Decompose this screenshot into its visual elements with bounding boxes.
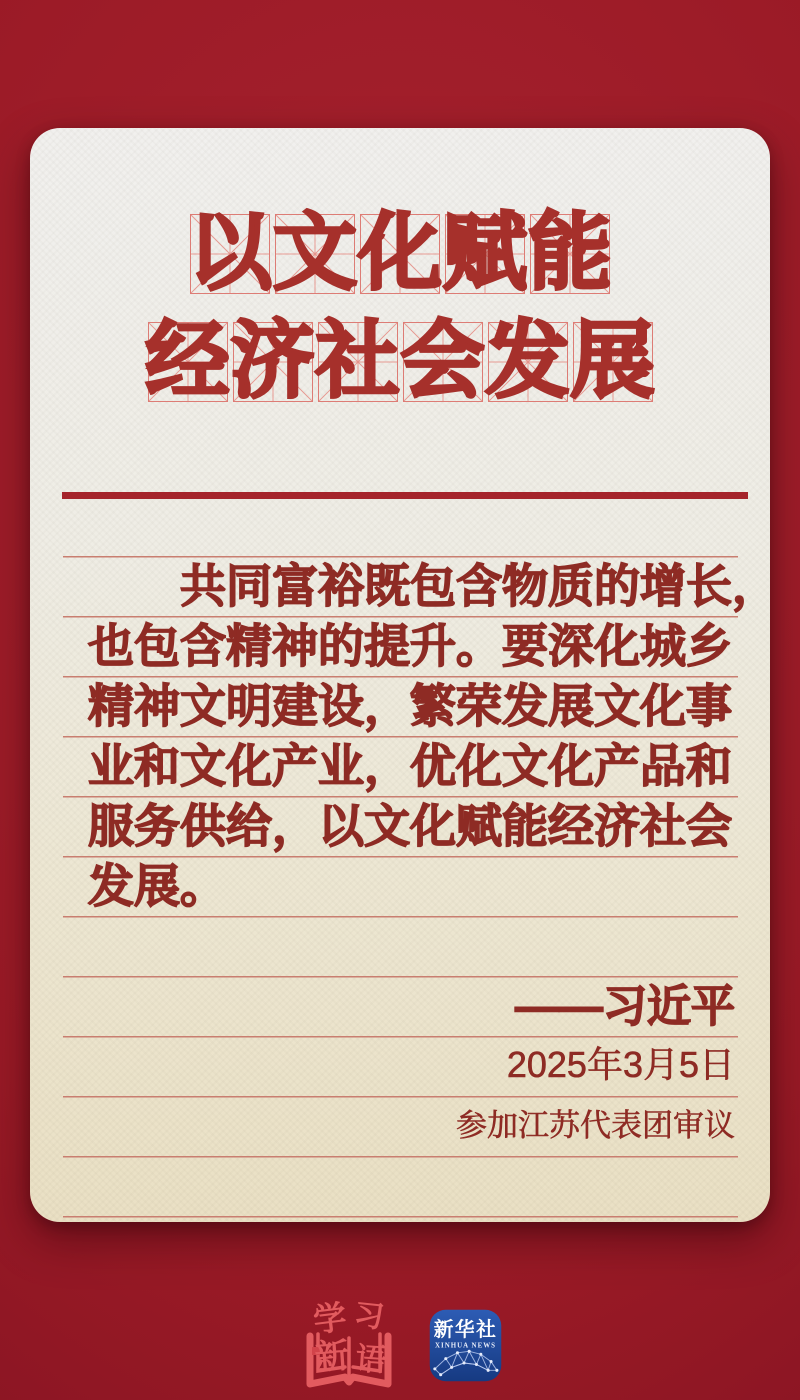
title-char-box [485, 313, 570, 408]
title-line-1 [30, 205, 770, 300]
title-char: 会 [400, 313, 485, 408]
quote-attribution: ——习近平 [515, 982, 735, 1032]
title-char-box [187, 205, 273, 300]
xinhua-news-icon [429, 1309, 502, 1382]
title-char-box [400, 313, 485, 408]
xuexi-char: 学 [310, 1298, 348, 1339]
empty-line [63, 916, 738, 976]
xuexi-char: 语 [353, 1340, 388, 1379]
title-char: 经 [145, 313, 230, 408]
quote-area [63, 556, 778, 1218]
footer-logos [0, 1292, 800, 1392]
xinhua-en-label: XINHUA NEWS [434, 1342, 496, 1350]
title-char-box [315, 313, 400, 408]
title-char-box [570, 313, 655, 408]
title-char-box [357, 205, 443, 300]
title-line-2 [30, 313, 770, 408]
quote-line: 也包含精神的提升。要深化城乡 [88, 620, 732, 673]
title-char-box [442, 205, 528, 300]
title-char-box [230, 313, 315, 408]
title-char-box [145, 313, 230, 408]
xuexi-char: 习 [351, 1298, 386, 1335]
quote-line: 服务供给，以文化赋能经济社会 [88, 800, 732, 853]
title-char: 发 [485, 313, 570, 408]
quote-line: 共同富裕既包含物质的增长， [180, 560, 778, 613]
title-char: 社 [315, 313, 400, 408]
title-char-box [527, 205, 613, 300]
quote-line: 发展。 [88, 860, 226, 913]
quote-line: 业和文化产业，优化文化产品和 [88, 740, 732, 793]
quote-card [30, 128, 778, 1222]
title-char-box [272, 205, 358, 300]
quote-date: 2025年3月5日 [506, 1044, 735, 1086]
quote-context: 参加江苏代表团审议 [456, 1108, 735, 1144]
title-char: 赋 [442, 205, 528, 300]
title-divider [62, 492, 748, 499]
xinhua-cn-label: 新华社 [433, 1318, 497, 1341]
title-char: 文 [272, 205, 358, 300]
title-char: 以 [187, 205, 273, 300]
title-char: 济 [230, 313, 315, 408]
title-char: 化 [357, 205, 443, 300]
title-char: 展 [570, 313, 655, 408]
quote-line: 精神文明建设，繁荣发展文化事 [88, 680, 732, 733]
title-char: 能 [527, 205, 613, 300]
xuexi-xinyu-logo-icon [299, 1292, 399, 1392]
xuexi-char: 新 [313, 1336, 350, 1378]
